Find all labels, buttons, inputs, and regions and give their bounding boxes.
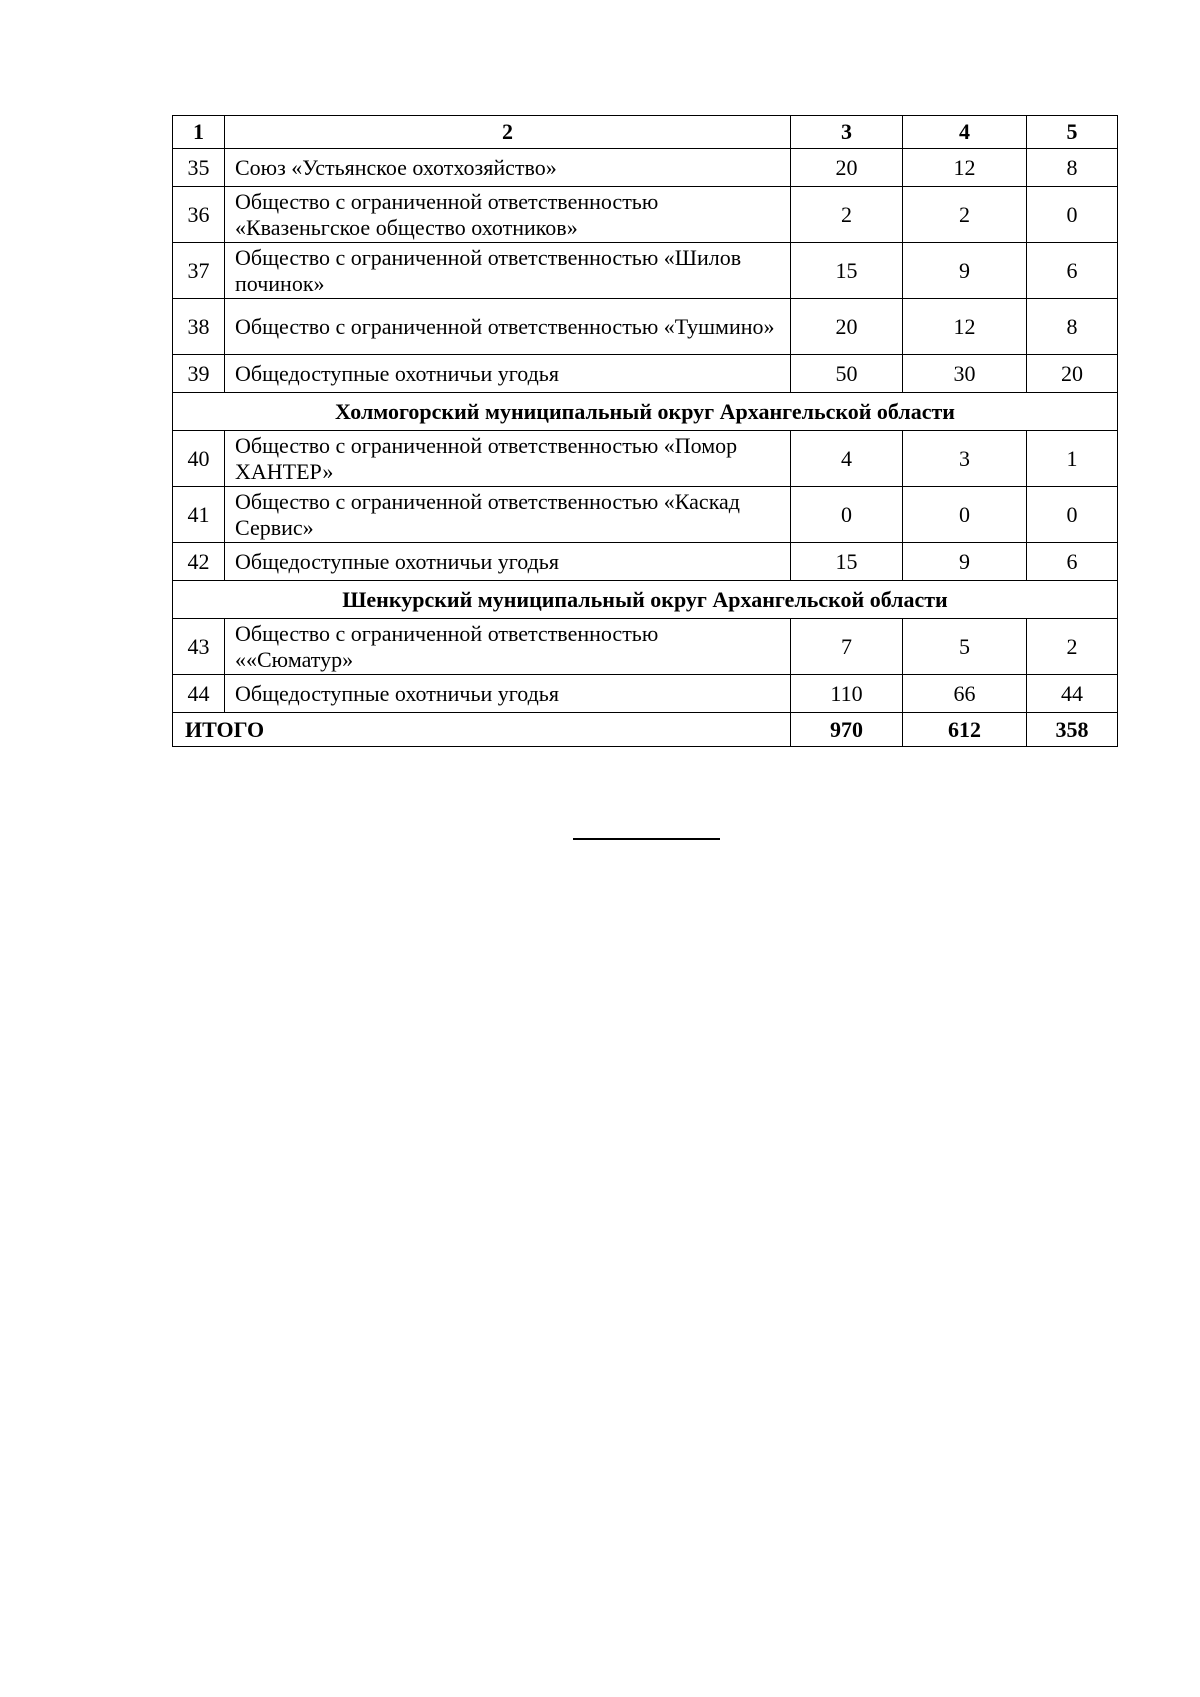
row-value-5: 0 <box>1027 187 1118 243</box>
region-header-row <box>173 581 1118 619</box>
row-value-4: 0 <box>903 487 1027 543</box>
region-title: Холмогорский муниципальный округ Архангельской области <box>173 393 1118 431</box>
row-number: 36 <box>173 187 225 243</box>
table-row <box>173 431 1118 487</box>
row-value-5: 8 <box>1027 299 1118 355</box>
row-value-4: 12 <box>903 299 1027 355</box>
row-name: Общедоступные охотничьи угодья <box>225 675 791 713</box>
row-value-4: 3 <box>903 431 1027 487</box>
row-name: Общедоступные охотничьи угодья <box>225 543 791 581</box>
header-cell-4: 4 <box>903 116 1027 149</box>
row-value-5: 8 <box>1027 149 1118 187</box>
row-value-5: 20 <box>1027 355 1118 393</box>
row-number: 37 <box>173 243 225 299</box>
row-value-3: 20 <box>791 299 903 355</box>
row-value-4: 9 <box>903 543 1027 581</box>
row-value-3: 0 <box>791 487 903 543</box>
row-value-3: 50 <box>791 355 903 393</box>
header-cell-5: 5 <box>1027 116 1118 149</box>
hunting-quota-table <box>172 115 1118 747</box>
table-row <box>173 149 1118 187</box>
header-row <box>173 116 1118 149</box>
total-value-3: 970 <box>791 713 903 747</box>
total-value-5: 358 <box>1027 713 1118 747</box>
row-number: 39 <box>173 355 225 393</box>
region-title: Шенкурский муниципальный округ Архангельской области <box>173 581 1118 619</box>
table-row <box>173 299 1118 355</box>
table-row <box>173 243 1118 299</box>
table-row <box>173 675 1118 713</box>
header-cell-3: 3 <box>791 116 903 149</box>
row-name: Общество с ограниченной ответственностью ««Сюматур» <box>225 619 791 675</box>
row-name: Союз «Устьянское охотхозяйство» <box>225 149 791 187</box>
row-name: Общество с ограниченной ответственностью «Тушмино» <box>225 299 791 355</box>
row-number: 35 <box>173 149 225 187</box>
row-value-4: 5 <box>903 619 1027 675</box>
row-name: Общество с ограниченной ответственностью «Каскад Сервис» <box>225 487 791 543</box>
row-name: Общество с ограниченной ответственностью «Шилов починок» <box>225 243 791 299</box>
total-value-4: 612 <box>903 713 1027 747</box>
row-value-3: 110 <box>791 675 903 713</box>
row-value-5: 44 <box>1027 675 1118 713</box>
row-number: 38 <box>173 299 225 355</box>
row-value-3: 15 <box>791 543 903 581</box>
row-value-4: 30 <box>903 355 1027 393</box>
row-value-4: 2 <box>903 187 1027 243</box>
table-row <box>173 187 1118 243</box>
row-value-5: 2 <box>1027 619 1118 675</box>
row-number: 44 <box>173 675 225 713</box>
row-name: Общество с ограниченной ответственностью «Квазеньгское общество охотников» <box>225 187 791 243</box>
header-cell-2: 2 <box>225 116 791 149</box>
row-value-5: 6 <box>1027 243 1118 299</box>
row-value-5: 6 <box>1027 543 1118 581</box>
row-value-3: 15 <box>791 243 903 299</box>
row-value-5: 1 <box>1027 431 1118 487</box>
table-row <box>173 619 1118 675</box>
row-name: Общество с ограниченной ответственностью «Помор ХАНТЕР» <box>225 431 791 487</box>
row-value-5: 0 <box>1027 487 1118 543</box>
row-number: 43 <box>173 619 225 675</box>
row-value-4: 9 <box>903 243 1027 299</box>
row-value-4: 66 <box>903 675 1027 713</box>
row-value-3: 20 <box>791 149 903 187</box>
table-row <box>173 355 1118 393</box>
header-cell-1: 1 <box>173 116 225 149</box>
row-number: 41 <box>173 487 225 543</box>
table-row <box>173 487 1118 543</box>
row-value-4: 12 <box>903 149 1027 187</box>
row-value-3: 2 <box>791 187 903 243</box>
table-row <box>173 543 1118 581</box>
row-number: 40 <box>173 431 225 487</box>
row-value-3: 7 <box>791 619 903 675</box>
row-number: 42 <box>173 543 225 581</box>
row-name: Общедоступные охотничьи угодья <box>225 355 791 393</box>
region-header-row <box>173 393 1118 431</box>
end-of-document-line <box>573 838 720 840</box>
total-row <box>173 713 1118 747</box>
total-label: ИТОГО <box>173 713 791 747</box>
row-value-3: 4 <box>791 431 903 487</box>
